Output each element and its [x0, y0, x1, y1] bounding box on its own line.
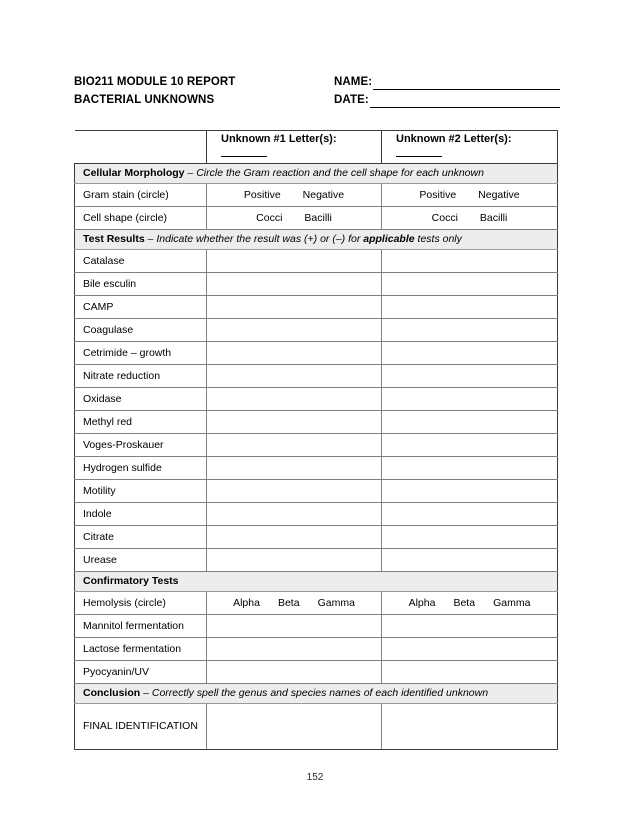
hemolysis-choices-1 — [207, 597, 381, 610]
gram-stain-choices-1 — [207, 189, 381, 202]
indole-unknown-2-cell[interactable] — [382, 503, 558, 526]
citrate-unknown-2-cell[interactable] — [382, 526, 558, 549]
header-line-2 — [74, 90, 560, 108]
nitrate-reduction-unknown-1-cell[interactable] — [207, 365, 382, 388]
section-confirmatory-tests-title: Confirmatory Tests — [83, 575, 179, 587]
table-row — [75, 638, 558, 661]
row-label-catalase: Catalase — [75, 250, 207, 273]
lactose-fermentation-unknown-2-cell[interactable] — [382, 638, 558, 661]
row-label-camp: CAMP — [75, 296, 207, 319]
table-row — [75, 319, 558, 342]
section-test-results-cell — [75, 230, 558, 250]
unknown-2-letters-input[interactable] — [396, 146, 442, 157]
row-label-urease: Urease — [75, 549, 207, 572]
voges-proskauer-unknown-1-cell[interactable] — [207, 434, 382, 457]
row-label-methyl-red: Methyl red — [75, 411, 207, 434]
cell-shape-unknown-2-cell[interactable] — [382, 207, 558, 230]
row-label-motility: Motility — [75, 480, 207, 503]
pyocyanin-uv-unknown-2-cell[interactable] — [382, 661, 558, 684]
section-cellular-morphology-dash: – — [184, 167, 197, 179]
methyl-red-unknown-1-cell[interactable] — [207, 411, 382, 434]
row-label-pyocyanin-uv: Pyocyanin/UV — [75, 661, 207, 684]
section-test-results-instruction-part1: Indicate whether the result was (+) or (–) for — [156, 233, 364, 245]
row-label-indole: Indole — [75, 503, 207, 526]
header-spacer-cell — [75, 131, 207, 164]
lactose-fermentation-unknown-1-cell[interactable] — [207, 638, 382, 661]
section-test-results-dash: – — [144, 233, 157, 245]
table-row — [75, 296, 558, 319]
table-row — [75, 549, 558, 572]
section-cellular-morphology-title: Cellular Morphology — [83, 167, 185, 179]
section-confirmatory-tests — [75, 572, 558, 592]
choice-beta[interactable]: Beta — [453, 596, 476, 609]
section-conclusion-dash: – — [140, 687, 152, 699]
table-row — [75, 526, 558, 549]
choice-alpha[interactable]: Alpha — [408, 596, 436, 609]
row-label-gram-stain: Gram stain (circle) — [75, 184, 207, 207]
choice-positive[interactable]: Positive — [243, 188, 281, 201]
row-label-hemolysis: Hemolysis (circle) — [75, 592, 207, 615]
choice-alpha[interactable]: Alpha — [233, 596, 260, 609]
pyocyanin-uv-unknown-1-cell[interactable] — [207, 661, 382, 684]
gram-stain-unknown-2-cell[interactable] — [382, 184, 558, 207]
section-conclusion — [75, 684, 558, 704]
motility-unknown-1-cell[interactable] — [207, 480, 382, 503]
gram-stain-unknown-1-cell[interactable] — [207, 184, 382, 207]
section-confirmatory-tests-cell — [75, 572, 558, 592]
unknown-2-header-cell — [382, 131, 558, 164]
row-label-mannitol-fermentation: Mannitol fermentation — [75, 615, 207, 638]
section-cellular-morphology-cell — [75, 164, 558, 184]
name-label: NAME: — [334, 76, 373, 88]
section-test-results-emphasis: applicable — [363, 233, 415, 245]
hemolysis-unknown-1-cell[interactable] — [207, 592, 382, 615]
oxidase-unknown-2-cell[interactable] — [382, 388, 558, 411]
cetrimide-growth-unknown-1-cell[interactable] — [207, 342, 382, 365]
row-label-citrate: Citrate — [75, 526, 207, 549]
citrate-unknown-1-cell[interactable] — [207, 526, 382, 549]
gram-stain-choices-2 — [382, 189, 557, 202]
row-label-oxidase: Oxidase — [75, 388, 207, 411]
bile-esculin-unknown-1-cell[interactable] — [207, 273, 382, 296]
table-row — [75, 503, 558, 526]
choice-gamma[interactable]: Gamma — [317, 596, 355, 609]
section-test-results — [75, 230, 558, 250]
table-row — [75, 434, 558, 457]
table-row — [75, 388, 558, 411]
date-input-line[interactable] — [370, 95, 560, 108]
mannitol-fermentation-unknown-2-cell[interactable] — [382, 615, 558, 638]
coagulase-unknown-1-cell[interactable] — [207, 319, 382, 342]
choice-bacilli[interactable]: Bacilli — [304, 211, 332, 224]
table-row — [75, 411, 558, 434]
section-conclusion-instruction: Correctly spell the genus and species names of each identified unknown — [151, 687, 489, 699]
section-conclusion-cell — [75, 684, 558, 704]
hydrogen-sulfide-unknown-1-cell[interactable] — [207, 457, 382, 480]
hydrogen-sulfide-unknown-2-cell[interactable] — [382, 457, 558, 480]
date-label: DATE: — [334, 94, 369, 106]
hemolysis-choices-2 — [382, 597, 557, 610]
row-label-cell-shape: Cell shape (circle) — [75, 207, 207, 230]
oxidase-unknown-1-cell[interactable] — [207, 388, 382, 411]
indole-unknown-1-cell[interactable] — [207, 503, 382, 526]
choice-cocci[interactable]: Cocci — [256, 211, 283, 224]
coagulase-unknown-2-cell[interactable] — [382, 319, 558, 342]
report-title-line-2: BACTERIAL UNKNOWNS — [74, 94, 215, 106]
bile-esculin-unknown-2-cell[interactable] — [382, 273, 558, 296]
section-conclusion-title: Conclusion — [83, 687, 141, 699]
row-label-lactose-fermentation: Lactose fermentation — [75, 638, 207, 661]
section-cellular-morphology — [75, 164, 558, 184]
table-row — [75, 250, 558, 273]
unknown-2-header-label: Unknown #2 Letter(s): — [396, 133, 512, 145]
catalase-unknown-2-cell[interactable] — [382, 250, 558, 273]
choice-cocci[interactable]: Cocci — [431, 211, 458, 224]
section-test-results-title: Test Results — [83, 233, 145, 245]
table-row — [75, 615, 558, 638]
cell-shape-choices-2 — [382, 212, 557, 225]
row-label-hydrogen-sulfide: Hydrogen sulfide — [75, 457, 207, 480]
methyl-red-unknown-2-cell[interactable] — [382, 411, 558, 434]
name-input-line[interactable] — [373, 77, 560, 90]
voges-proskauer-unknown-2-cell[interactable] — [382, 434, 558, 457]
section-test-results-instruction-part2: tests only — [414, 233, 462, 245]
urease-unknown-1-cell[interactable] — [207, 549, 382, 572]
bacterial-unknowns-table — [74, 130, 558, 750]
table-header-row — [75, 131, 558, 164]
unknown-1-header-cell — [207, 131, 382, 164]
row-label-final-identification: FINAL IDENTIFICATION — [75, 704, 207, 750]
unknown-1-letters-input[interactable] — [221, 146, 267, 157]
choice-negative[interactable]: Negative — [302, 188, 345, 201]
row-label-bile-esculin: Bile esculin — [75, 273, 207, 296]
cetrimide-growth-unknown-2-cell[interactable] — [382, 342, 558, 365]
mannitol-fermentation-unknown-1-cell[interactable] — [207, 615, 382, 638]
table-row — [75, 661, 558, 684]
report-title-line-1: BIO211 MODULE 10 REPORT — [74, 76, 236, 88]
header-line-1 — [74, 72, 560, 90]
camp-unknown-2-cell[interactable] — [382, 296, 558, 319]
cell-shape-unknown-1-cell[interactable] — [207, 207, 382, 230]
catalase-unknown-1-cell[interactable] — [207, 250, 382, 273]
choice-positive[interactable]: Positive — [419, 188, 457, 201]
choice-negative[interactable]: Negative — [478, 188, 520, 201]
table-row — [75, 592, 558, 615]
final-identification-unknown-1-cell[interactable] — [207, 704, 382, 750]
document-header — [74, 72, 560, 108]
page-number: 152 — [306, 772, 324, 783]
table-row — [75, 457, 558, 480]
camp-unknown-1-cell[interactable] — [207, 296, 382, 319]
section-cellular-morphology-instruction: Circle the Gram reaction and the cell shape for each unknown — [196, 167, 484, 179]
table-row — [75, 273, 558, 296]
nitrate-reduction-unknown-2-cell[interactable] — [382, 365, 558, 388]
row-label-nitrate-reduction: Nitrate reduction — [75, 365, 207, 388]
final-identification-unknown-2-cell[interactable] — [382, 704, 558, 750]
choice-gamma[interactable]: Gamma — [493, 596, 531, 609]
table-row — [75, 480, 558, 503]
row-label-coagulase: Coagulase — [75, 319, 207, 342]
urease-unknown-2-cell[interactable] — [382, 549, 558, 572]
motility-unknown-2-cell[interactable] — [382, 480, 558, 503]
cell-shape-choices-1 — [207, 212, 381, 225]
row-label-voges-proskauer: Voges-Proskauer — [75, 434, 207, 457]
row-label-cetrimide-growth: Cetrimide – growth — [75, 342, 207, 365]
choice-beta[interactable]: Beta — [277, 596, 300, 609]
table-row — [75, 184, 558, 207]
hemolysis-unknown-2-cell[interactable] — [382, 592, 558, 615]
table-row — [75, 342, 558, 365]
unknown-1-header-label: Unknown #1 Letter(s): — [221, 133, 337, 145]
table-row — [75, 704, 558, 750]
table-row — [75, 207, 558, 230]
choice-bacilli[interactable]: Bacilli — [479, 211, 508, 224]
table-row — [75, 365, 558, 388]
